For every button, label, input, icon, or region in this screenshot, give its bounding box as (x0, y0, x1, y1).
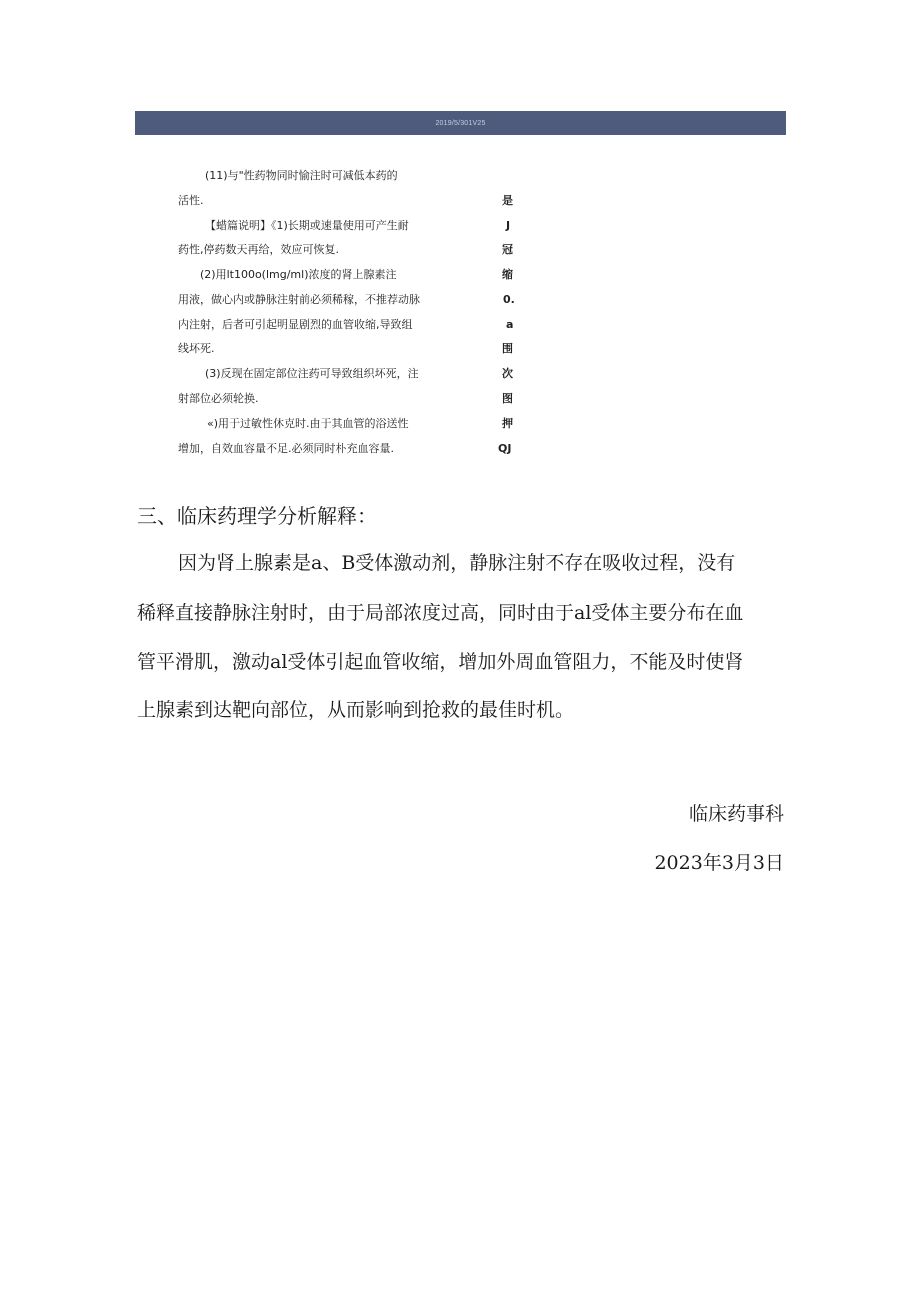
excerpt-line: 线坏死. (178, 342, 215, 355)
side-char: a (506, 318, 514, 331)
excerpt-line: «)用于过敏性休克时.由于其血管的浴送性 (207, 417, 409, 430)
side-char: 图 (502, 392, 513, 405)
side-char: 0. (503, 293, 515, 306)
side-char: 缩 (502, 268, 513, 281)
excerpt-line: 药性,停药数天再给，效应可恢复. (178, 243, 339, 256)
side-char: 冠 (502, 243, 513, 256)
excerpt-line: 【蜡篇说明】《1)长期或速量使用可产生耐 (205, 219, 409, 232)
excerpt-line: 增加，自效血容量不足.必须同时朴充血容量. (178, 442, 394, 455)
header-bar (135, 111, 786, 135)
paragraph-line: 因为肾上腺素是a、B受体激动剂，静脉注射不存在吸收过程，没有 (178, 552, 736, 574)
side-char: 是 (502, 194, 513, 207)
side-char: 次 (502, 367, 513, 380)
excerpt-line: 活性. (178, 194, 204, 207)
paragraph-line: 稀释直接静脉注射时，由于局部浓度过高，同时由于al受体主要分布在血 (137, 602, 744, 624)
section-heading: 三、临床药理学分析解释： (137, 504, 377, 528)
side-char: 押 (502, 417, 513, 430)
excerpt-line: (2)用lt100o(lmg/ml)浓度的肾上腺素注 (200, 268, 397, 281)
excerpt-line: 用液，做心内或静脉注射前必须稀稼，不推荐动脉 (178, 293, 420, 306)
excerpt-line: (11)与"性药物同时愉注时可减低本药的 (205, 169, 398, 182)
side-char: QJ (498, 442, 512, 455)
side-char: 围 (502, 342, 513, 355)
side-char: J (506, 219, 511, 232)
paragraph-line: 管平滑肌，激动al受体引起血管收缩，增加外周血管阻力，不能及时使肾 (137, 651, 744, 673)
signature-department: 临床药事科 (688, 803, 784, 825)
paragraph-line: 上腺素到达靶向部位，从而影响到抢救的最佳时机。 (137, 699, 575, 721)
signature-date: 2023年3月3日 (654, 852, 784, 874)
header-date-stamp: 2019/5/301V25 (435, 119, 486, 127)
excerpt-line: 内注射，后者可引起明显剧烈的血管收缩,导致组 (178, 318, 413, 331)
excerpt-line: 射部位必须轮换. (178, 392, 259, 405)
excerpt-line: (3)反现在固定部位注药可导致组织坏死，注 (205, 367, 419, 380)
